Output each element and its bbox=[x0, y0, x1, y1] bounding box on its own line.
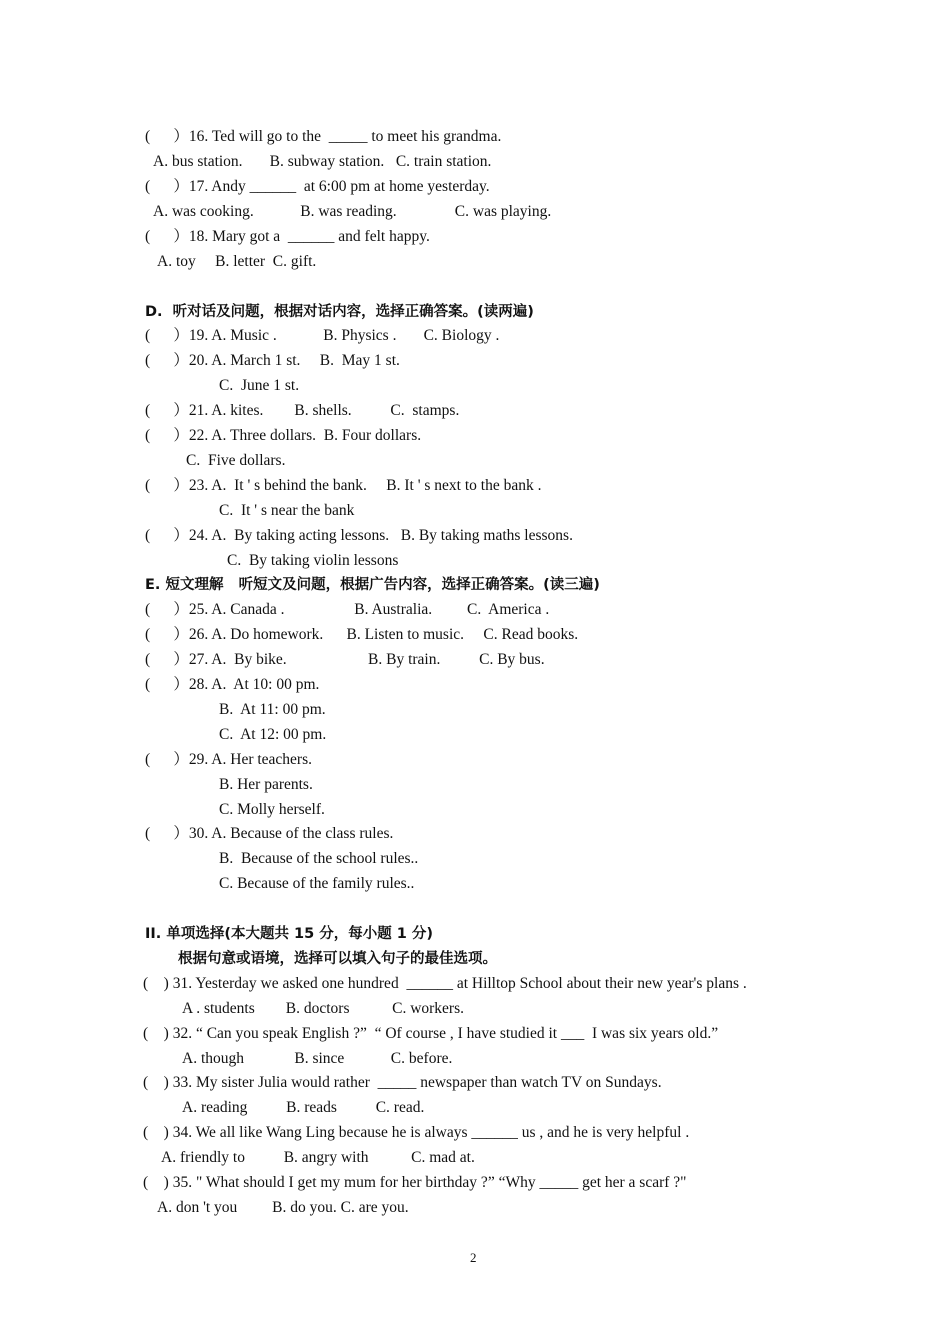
section-ii-heading: II. 单项选择(本大题共 15 分，每小题 1 分) bbox=[145, 926, 434, 942]
q29-option-c: C. Molly herself. bbox=[219, 801, 325, 818]
q26-line: ( ）26. A. Do homework. B. Listen to music. C. Read books. bbox=[145, 626, 579, 643]
q28-option-b: B. At 11: 00 pm. bbox=[219, 701, 326, 718]
q19-line: ( ）19. A. Music . B. Physics . C. Biology . bbox=[145, 327, 500, 344]
q34-line: ( ) 34. We all like Wang Ling because he is always ______ us , and he is very helpful . bbox=[143, 1124, 690, 1141]
q28-option-c: C. At 12: 00 pm. bbox=[219, 726, 327, 743]
q32-line: ( ) 32. “ Can you speak English ?” “ Of course , I have studied it ___ I was six years old.” bbox=[143, 1025, 719, 1042]
q29-line: ( ）29. A. Her teachers. bbox=[145, 751, 313, 768]
section-ii-instruction: 根据句意或语境，选择可以填入句子的最佳选项。 bbox=[178, 951, 497, 967]
q32-options: A. though B. since C. before. bbox=[182, 1050, 453, 1067]
q23-option-c: C. It ' s near the bank bbox=[219, 502, 355, 519]
q28-line: ( ）28. A. At 10: 00 pm. bbox=[145, 676, 320, 693]
q33-options: A. reading B. reads C. read. bbox=[182, 1099, 425, 1116]
q21-line: ( ）21. A. kites. B. shells. C. stamps. bbox=[145, 402, 460, 419]
q17-options: A. was cooking. B. was reading. C. was playing. bbox=[153, 203, 552, 220]
section-e-heading: E. 短文理解 听短文及问题，根据广告内容，选择正确答案。(读三遍) bbox=[145, 577, 600, 593]
q20-line: ( ）20. A. March 1 st. B. May 1 st. bbox=[145, 352, 400, 369]
q30-line: ( ）30. A. Because of the class rules. bbox=[145, 825, 394, 842]
q18-options: A. toy B. letter C. gift. bbox=[157, 253, 317, 270]
q31-options: A . students B. doctors C. workers. bbox=[182, 1000, 465, 1017]
q35-options: A. don 't you B. do you. C. are you. bbox=[157, 1199, 409, 1216]
q22-line: ( ）22. A. Three dollars. B. Four dollars. bbox=[145, 427, 422, 444]
page-number: 2 bbox=[470, 1250, 477, 1265]
q34-options: A. friendly to B. angry with C. mad at. bbox=[161, 1149, 475, 1166]
q27-line: ( ）27. A. By bike. B. By train. C. By bus. bbox=[145, 651, 545, 668]
q30-option-b: B. Because of the school rules.. bbox=[219, 850, 419, 867]
q22-option-c: C. Five dollars. bbox=[186, 452, 286, 469]
q33-line: ( ) 33. My sister Julia would rather _____ newspaper than watch TV on Sundays. bbox=[143, 1074, 662, 1091]
q35-line: ( ) 35. " What should I get my mum for her birthday ?” “Why _____ get her a scarf ?" bbox=[143, 1174, 687, 1191]
q23-line: ( ）23. A. It ' s behind the bank. B. It ' s next to the bank . bbox=[145, 477, 542, 494]
q24-option-c: C. By taking violin lessons bbox=[227, 552, 399, 569]
q16-options: A. bus station. B. subway station. C. train station. bbox=[153, 153, 492, 170]
q16-line: ( ）16. Ted will go to the _____ to meet his grandma. bbox=[145, 128, 502, 145]
q24-line: ( ）24. A. By taking acting lessons. B. By taking maths lessons. bbox=[145, 527, 573, 544]
q18-line: ( ）18. Mary got a ______ and felt happy. bbox=[145, 228, 430, 245]
q20-option-c: C. June 1 st. bbox=[219, 377, 300, 394]
q31-line: ( ) 31. Yesterday we asked one hundred ______ at Hilltop School about their new year's plans . bbox=[143, 975, 747, 992]
q30-option-c: C. Because of the family rules.. bbox=[219, 875, 415, 892]
q17-line: ( ）17. Andy ______ at 6:00 pm at home yesterday. bbox=[145, 178, 490, 195]
q29-option-b: B. Her parents. bbox=[219, 776, 313, 793]
section-d-heading: D. 听对话及问题，根据对话内容，选择正确答案。(读两遍) bbox=[145, 304, 534, 320]
q25-line: ( ）25. A. Canada . B. Australia. C. America . bbox=[145, 601, 550, 618]
